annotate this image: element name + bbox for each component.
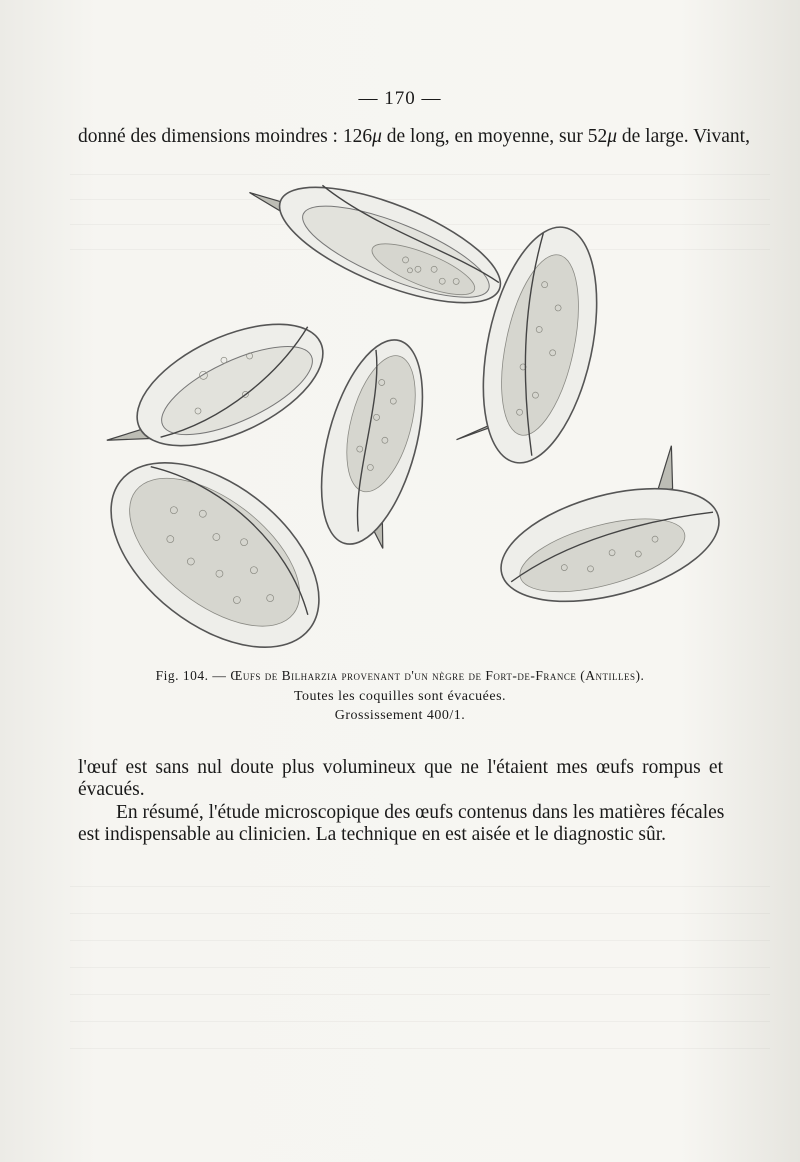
- paragraph-2-line-2: est indispensable au clinicien. La technique en est aisée et le diagnostic sûr.: [78, 824, 667, 845]
- bleed-through-texture-lower: [70, 860, 770, 1060]
- paragraph-1-line-2: évacués.: [78, 779, 145, 800]
- text-fragment: de long, en moyenne, sur 52: [381, 126, 608, 147]
- figure-caption-magnification: Grossissement 400/1.: [334, 708, 466, 723]
- egg-shell-6: [481, 439, 720, 623]
- paragraph-2-line-1: En résumé, l'étude microscopique des œufs contenus dans les matières fécales: [116, 802, 725, 823]
- micron-symbol: μ: [607, 126, 617, 147]
- figure-caption-main: Œufs de Bilharzia provenant d'un nègre de Fort-de-France (Antilles).: [230, 668, 645, 683]
- egg-shell-1: [236, 170, 514, 326]
- paragraph-1-line-1: l'œuf est sans nul doute plus volumineux que ne l'étaient mes œufs rompus et: [78, 757, 723, 778]
- egg-shell-2: [100, 299, 341, 485]
- bilharzia-eggs-illustration: [100, 170, 720, 660]
- page-number: — 170 —: [358, 88, 442, 109]
- egg-shell-5: [100, 426, 353, 660]
- text-fragment: donné des dimensions moindres : 126: [78, 126, 373, 147]
- egg-shell-3: [302, 329, 441, 555]
- figure-caption-title: [0, 668, 800, 684]
- text-line-top: [78, 124, 750, 150]
- figure-caption-line2: Toutes les coquilles sont évacuées.: [293, 689, 507, 704]
- figure-number: Fig. 104. —: [155, 668, 231, 683]
- micron-symbol: μ: [372, 126, 382, 147]
- text-fragment: de large. Vivant,: [617, 126, 750, 147]
